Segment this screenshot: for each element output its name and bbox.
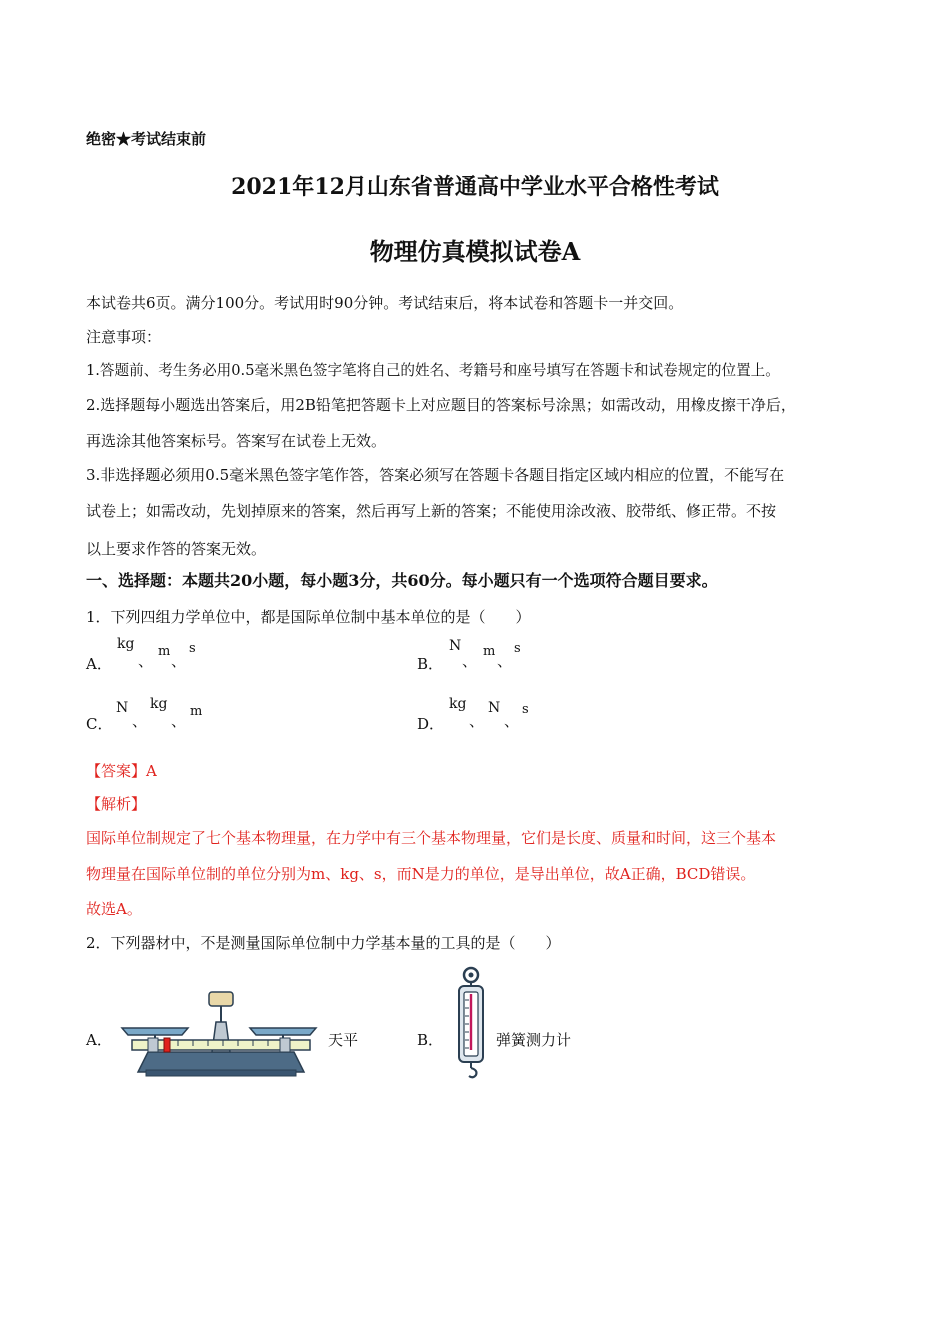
option-b-name: 弹簧测力计 bbox=[496, 1031, 572, 1049]
unit: kg bbox=[150, 696, 168, 712]
separator: 、 bbox=[132, 712, 148, 730]
notice-item-3a: 3.非选择题必须用0.5毫米黑色签字笔作答，答案必须写在答题卡各题目指定区域内相应的位置，不能写在 bbox=[86, 466, 785, 484]
option-label: B． bbox=[417, 655, 444, 673]
unit: N bbox=[488, 700, 501, 716]
answer: 【答案】A bbox=[86, 762, 157, 780]
intro-line: 本试卷共6页。满分100分。考试用时90分钟。考试结束后，将本试卷和答题卡一并交回。 bbox=[86, 294, 684, 312]
option-a-name: 天平 bbox=[328, 1031, 359, 1049]
notice-item-1: 1.答题前、考生务必用0.5毫米黑色签字笔将自己的姓名、考籍号和座号填写在答题卡和试卷规定的位置上。 bbox=[86, 362, 780, 379]
unit: s bbox=[189, 641, 196, 656]
notice-item-3c: 以上要求作答的答案无效。 bbox=[86, 540, 267, 558]
option-b bbox=[417, 636, 677, 676]
unit: N bbox=[116, 700, 129, 716]
unit: kg bbox=[449, 696, 467, 712]
option-label: D． bbox=[417, 715, 445, 733]
question-2-stem: 2．下列器材中，不是测量国际单位制中力学基本量的工具的是（ ） bbox=[86, 934, 561, 952]
option-c bbox=[86, 696, 346, 736]
unit: N bbox=[449, 638, 462, 654]
option-label: A． bbox=[86, 1031, 112, 1049]
balance-scale-icon bbox=[118, 988, 324, 1080]
separator: 、 bbox=[469, 712, 485, 730]
option-label: A． bbox=[86, 655, 112, 673]
exam-title: 2021年12月山东省普通高中学业水平合格性考试 bbox=[231, 174, 719, 200]
analysis-heading: 【解析】 bbox=[86, 795, 147, 813]
analysis-line-1: 国际单位制规定了七个基本物理量，在力学中有三个基本物理量，它们是长度、质量和时间，这三个基本 bbox=[86, 829, 777, 847]
analysis-conclusion: 故选A。 bbox=[86, 900, 142, 918]
unit: m bbox=[190, 704, 203, 719]
separator: 、 bbox=[497, 652, 513, 670]
separator: 、 bbox=[171, 712, 187, 730]
paper-title: 物理仿真模拟试卷A bbox=[369, 237, 581, 266]
option-label: B． bbox=[417, 1031, 444, 1049]
notice-item-3b: 试卷上；如需改动，先划掉原来的答案，然后再写上新的答案；不能使用涂改液、胶带纸、修正带。不按 bbox=[86, 502, 777, 520]
option-a bbox=[86, 636, 346, 676]
separator: 、 bbox=[504, 712, 520, 730]
unit: s bbox=[514, 641, 521, 656]
unit: s bbox=[522, 702, 529, 717]
unit: kg bbox=[117, 636, 135, 652]
notice-heading: 注意事项： bbox=[86, 328, 162, 346]
analysis-line-2: 物理量在国际单位制的单位分别为m、kg、s，而N是力的单位，是导出单位，故A正确，BCD错误。 bbox=[86, 865, 756, 883]
section-heading: 一、选择题：本题共20小题，每小题3分，共60分。每小题只有一个选项符合题目要求。 bbox=[86, 571, 718, 590]
unit: m bbox=[158, 644, 171, 659]
notice-item-2b: 再选涂其他答案标号。答案写在试卷上无效。 bbox=[86, 432, 387, 450]
option-d bbox=[417, 696, 677, 736]
separator: 、 bbox=[171, 652, 187, 670]
confidential-label: 绝密★考试结束前 bbox=[86, 130, 207, 148]
spring-scale-icon bbox=[452, 966, 490, 1080]
separator: 、 bbox=[462, 652, 478, 670]
notice-item-2a: 2.选择题每小题选出答案后，用2B铅笔把答题卡上对应题目的答案标号涂黑；如需改动，用橡皮擦干净后， bbox=[86, 396, 796, 414]
separator: 、 bbox=[138, 652, 154, 670]
question-1-stem: 1．下列四组力学单位中，都是国际单位制中基本单位的是（ ） bbox=[86, 608, 531, 626]
unit: m bbox=[483, 644, 496, 659]
option-label: C． bbox=[86, 715, 113, 733]
